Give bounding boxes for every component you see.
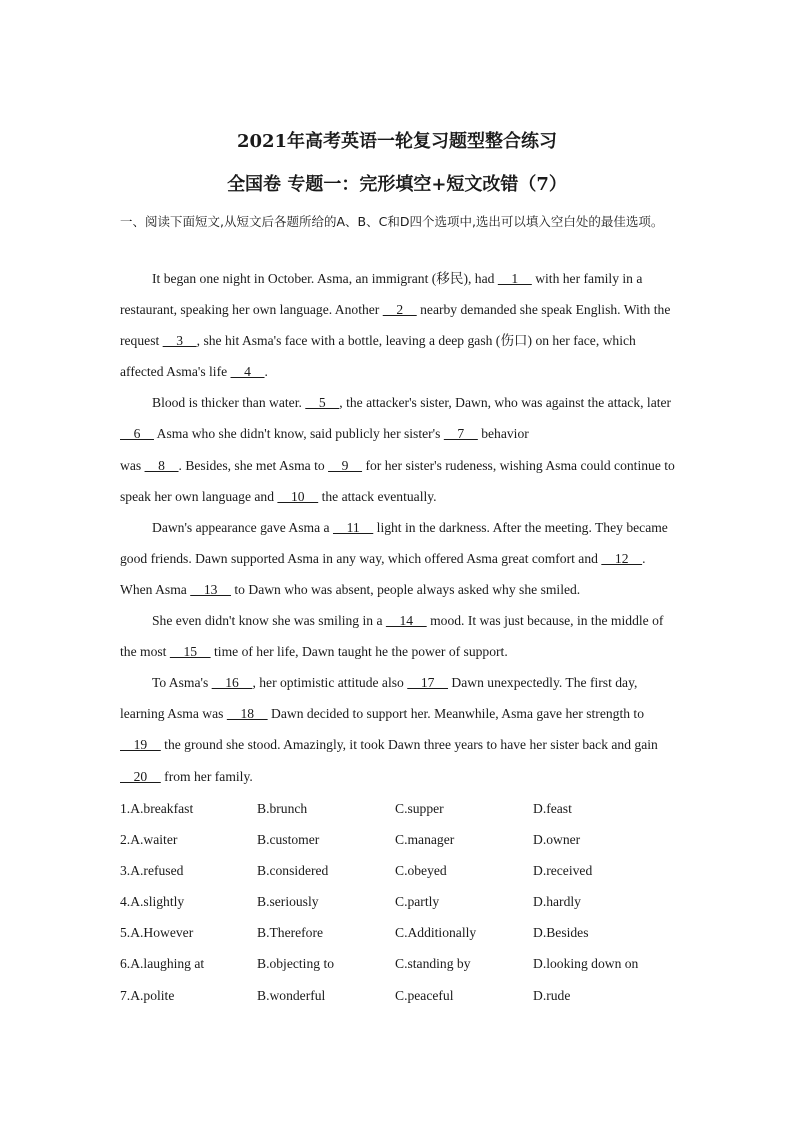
option-d[interactable]: D.received — [533, 863, 593, 879]
document-title: 2021年高考英语一轮复习题型整合练习 — [236, 131, 558, 152]
document-subtitle: 全国卷 专题一：完形填空+短文改错（7） — [227, 174, 567, 195]
option-c[interactable]: C.partly — [395, 894, 440, 910]
option-d[interactable]: D.owner — [533, 832, 581, 848]
option-a[interactable]: 1.A.breakfast — [120, 801, 194, 816]
blank-15[interactable]: 15 — [169, 644, 211, 660]
blank-10[interactable]: 10 — [277, 488, 319, 504]
option-b[interactable]: B.wonderful — [257, 987, 326, 1003]
option-c[interactable]: C.Additionally — [395, 925, 477, 941]
paragraph-2-continued: was 8 . Besides, she met Asma to 9 for her sister's rudeness, wishing Asma could continue to speak her own language and 10 the attack eventually. — [120, 457, 675, 504]
blank-12[interactable]: 12 — [601, 550, 643, 566]
option-b[interactable]: B.brunch — [257, 801, 308, 816]
option-a[interactable]: 2.A.waiter — [120, 832, 178, 848]
blank-1[interactable]: 1 — [497, 271, 532, 286]
paragraph-3: Dawn's appearance gave Asma a 11 light in the darkness. After the meeting. They became good friends. Dawn supported Asma in any way, which offered Asma great comfort and 12 . When Asma 13 to Dawn who was absent, people always asked why she smiled. — [120, 519, 668, 597]
blank-3[interactable]: 3 — [162, 333, 197, 349]
option-b[interactable]: B.customer — [257, 832, 320, 848]
blank-20[interactable]: 20 — [120, 768, 161, 784]
blank-2[interactable]: 2 — [382, 302, 417, 318]
options-list — [120, 793, 680, 1011]
section-instruction: 一、阅读下面短文,从短文后各题所给的A、B、C和D四个选项中,选出可以填入空白处的最佳选项。 — [120, 214, 664, 229]
paragraph-1: It began one night in October. Asma, an immigrant (移民), had 1 with her family in a restaurant, speaking her own language. Another 2 nearby demanded she speak English. With the request 3 , she hit Asma's face with a bottle, leaving a deep gash (伤口) on her face, which affected Asma's life 4 . — [120, 271, 671, 380]
option-a[interactable]: 5.A.However — [120, 925, 194, 941]
blank-19[interactable]: 19 — [120, 737, 161, 753]
blank-6[interactable]: 6 — [120, 426, 154, 442]
blank-5[interactable]: 5 — [305, 395, 340, 411]
option-a[interactable]: 3.A.refused — [120, 863, 184, 879]
blank-4[interactable]: 4 — [230, 364, 265, 380]
option-c[interactable]: C.peaceful — [395, 987, 454, 1003]
option-a[interactable]: 4.A.slightly — [120, 894, 185, 910]
blank-13[interactable]: 13 — [190, 581, 231, 597]
option-d[interactable]: D.Besides — [533, 925, 589, 941]
paragraph-2: Blood is thicker than water. 5 , the attacker's sister, Dawn, who was against the attack, later 6 Asma who she didn't know, said publicly her sister's 7 behavior — [120, 395, 672, 442]
option-d[interactable]: D.looking down on — [533, 956, 639, 972]
paragraph-5: To Asma's 16 , her optimistic attitude also 17 Dawn unexpectedly. The first day, learning Asma was 18 Dawn decided to support her. Meanwhile, Asma gave her strength to 19 the ground she stood. Amazingly, it took Dawn three years to have her sister back and gain 20 from her family. — [120, 675, 658, 784]
option-d[interactable]: D.feast — [533, 801, 572, 816]
option-d[interactable]: D.rude — [533, 987, 571, 1003]
option-c[interactable]: C.standing by — [395, 956, 471, 972]
option-a[interactable]: 6.A.laughing at — [120, 956, 205, 972]
options-row — [120, 824, 680, 855]
blank-16[interactable]: 16 — [211, 675, 253, 691]
blank-14[interactable]: 14 — [385, 613, 427, 629]
options-row — [120, 855, 680, 886]
option-c[interactable]: C.supper — [395, 801, 444, 816]
options-row — [120, 793, 680, 824]
blank-11[interactable]: 11 — [332, 519, 374, 535]
option-b[interactable]: B.objecting to — [257, 956, 335, 972]
option-d[interactable]: D.hardly — [533, 894, 581, 910]
option-b[interactable]: B.Therefore — [257, 925, 324, 941]
option-a[interactable]: 7.A.polite — [120, 987, 175, 1003]
options-row — [120, 917, 680, 948]
options-row — [120, 886, 680, 917]
option-b[interactable]: B.considered — [257, 863, 329, 879]
blank-8[interactable]: 8 — [144, 457, 179, 473]
option-c[interactable]: C.manager — [395, 832, 455, 848]
blank-17[interactable]: 17 — [407, 675, 449, 691]
blank-7[interactable]: 7 — [443, 426, 478, 442]
options-row — [120, 980, 680, 1011]
cloze-passage — [120, 263, 680, 792]
option-b[interactable]: B.seriously — [257, 894, 319, 910]
option-c[interactable]: C.obeyed — [395, 863, 447, 879]
paragraph-4: She even didn't know she was smiling in a 14 mood. It was just because, in the middle of the most 15 time of her life, Dawn taught he the power of support. — [120, 613, 664, 660]
blank-9[interactable]: 9 — [328, 457, 363, 473]
blank-18[interactable]: 18 — [226, 706, 268, 722]
options-row — [120, 948, 680, 979]
